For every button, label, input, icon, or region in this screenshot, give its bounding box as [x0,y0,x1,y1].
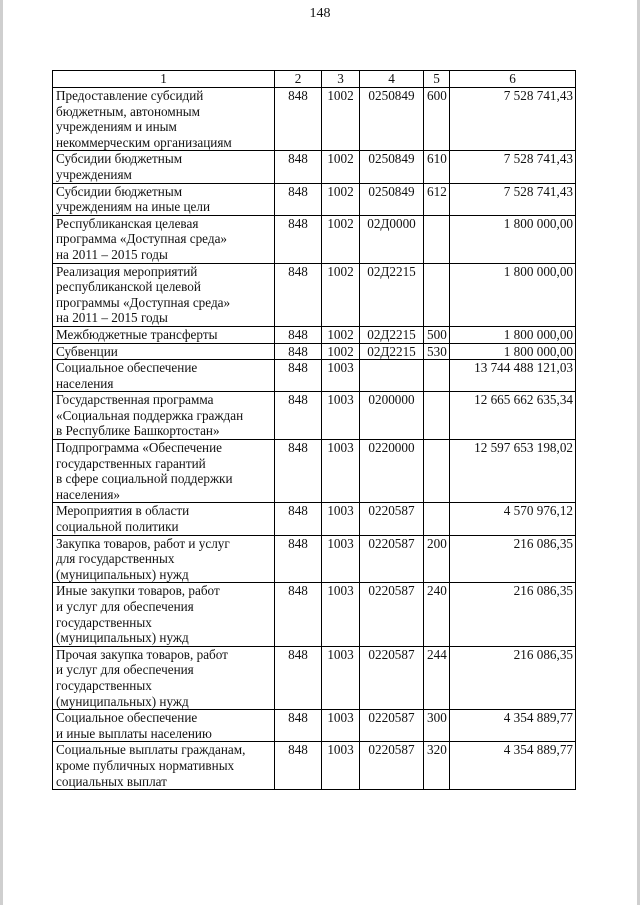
expense-kind-cell: 600 [424,88,450,151]
table-row [53,503,576,535]
grbs-code-cell: 848 [275,440,322,503]
expense-kind-cell [424,360,450,392]
section-code-cell: 1003 [322,646,360,709]
grbs-code-cell: 848 [275,326,322,343]
row-name-cell: Республиканская целевая программа «Доступная среда» на 2011 – 2015 годы [53,215,275,263]
grbs-code-cell: 848 [275,535,322,583]
row-name-cell: Подпрограмма «Обеспечение государственных гарантий в сфере социальной поддержки населения» [53,440,275,503]
grbs-code-cell: 848 [275,742,322,790]
table-row [53,183,576,215]
section-code-cell: 1003 [322,360,360,392]
table-row [53,326,576,343]
expense-kind-cell: 530 [424,343,450,360]
table-row [53,646,576,709]
grbs-code-cell: 848 [275,183,322,215]
target-article-cell: 0250849 [360,183,424,215]
target-article-cell: 0220587 [360,646,424,709]
column-header: 4 [360,71,424,88]
row-name-cell: Предоставление субсидий бюджетным, автономным учреждениям и иным некоммерческим организациям [53,88,275,151]
expense-kind-cell: 320 [424,742,450,790]
grbs-code-cell: 848 [275,583,322,646]
table-row [53,263,576,326]
section-code-cell: 1002 [322,343,360,360]
expense-kind-cell: 610 [424,151,450,183]
expense-kind-cell: 300 [424,710,450,742]
section-code-cell: 1003 [322,535,360,583]
table-row [53,440,576,503]
page-number: 148 [309,6,331,21]
section-code-cell: 1002 [322,151,360,183]
budget-table [52,70,576,790]
section-code-cell: 1002 [322,263,360,326]
amount-cell: 12 665 662 635,34 [450,392,576,440]
row-name-cell: Государственная программа «Социальная поддержка граждан в Республике Башкортостан» [53,392,275,440]
amount-cell: 1 800 000,00 [450,343,576,360]
section-code-cell: 1002 [322,183,360,215]
table-row [53,360,576,392]
target-article-cell: 0250849 [360,88,424,151]
amount-cell: 12 597 653 198,02 [450,440,576,503]
scan-edge-left [0,0,3,905]
amount-cell: 4 354 889,77 [450,742,576,790]
column-header: 1 [53,71,275,88]
grbs-code-cell: 848 [275,151,322,183]
table-row [53,392,576,440]
grbs-code-cell: 848 [275,392,322,440]
amount-cell: 4 570 976,12 [450,503,576,535]
row-name-cell: Прочая закупка товаров, работ и услуг для обеспечения государственных (муниципальных) нужд [53,646,275,709]
expense-kind-cell: 200 [424,535,450,583]
target-article-cell: 0250849 [360,151,424,183]
section-code-cell: 1003 [322,742,360,790]
section-code-cell: 1002 [322,215,360,263]
target-article-cell: 02Д0000 [360,215,424,263]
amount-cell: 1 800 000,00 [450,326,576,343]
grbs-code-cell: 848 [275,646,322,709]
section-code-cell: 1003 [322,392,360,440]
expense-kind-cell [424,392,450,440]
row-name-cell: Субсидии бюджетным учреждениям на иные цели [53,183,275,215]
row-name-cell: Социальное обеспечение и иные выплаты населению [53,710,275,742]
section-code-cell: 1003 [322,440,360,503]
header-row [53,71,576,88]
target-article-cell: 02Д2215 [360,263,424,326]
table-row [53,742,576,790]
column-header: 2 [275,71,322,88]
section-code-cell: 1002 [322,326,360,343]
amount-cell: 4 354 889,77 [450,710,576,742]
target-article-cell: 02Д2215 [360,326,424,343]
row-name-cell: Субвенции [53,343,275,360]
table-row [53,583,576,646]
expense-kind-cell [424,215,450,263]
section-code-cell: 1003 [322,583,360,646]
target-article-cell: 0220587 [360,583,424,646]
section-code-cell: 1003 [322,503,360,535]
section-code-cell: 1002 [322,88,360,151]
column-header: 3 [322,71,360,88]
expense-kind-cell [424,503,450,535]
target-article-cell: 02Д2215 [360,343,424,360]
grbs-code-cell: 848 [275,343,322,360]
expense-kind-cell: 244 [424,646,450,709]
column-header: 5 [424,71,450,88]
row-name-cell: Субсидии бюджетным учреждениям [53,151,275,183]
row-name-cell: Социальное обеспечение населения [53,360,275,392]
table-row [53,151,576,183]
expense-kind-cell: 612 [424,183,450,215]
expense-kind-cell: 240 [424,583,450,646]
row-name-cell: Иные закупки товаров, работ и услуг для обеспечения государственных (муниципальных) нужд [53,583,275,646]
column-header: 6 [450,71,576,88]
row-name-cell: Мероприятия в области социальной политики [53,503,275,535]
amount-cell: 1 800 000,00 [450,263,576,326]
target-article-cell: 0200000 [360,392,424,440]
grbs-code-cell: 848 [275,503,322,535]
grbs-code-cell: 848 [275,360,322,392]
amount-cell: 216 086,35 [450,646,576,709]
target-article-cell: 0220000 [360,440,424,503]
amount-cell: 216 086,35 [450,583,576,646]
table-row [53,343,576,360]
table-row [53,88,576,151]
grbs-code-cell: 848 [275,215,322,263]
amount-cell: 1 800 000,00 [450,215,576,263]
table-row [53,710,576,742]
expense-kind-cell: 500 [424,326,450,343]
row-name-cell: Межбюджетные трансферты [53,326,275,343]
amount-cell: 7 528 741,43 [450,88,576,151]
grbs-code-cell: 848 [275,88,322,151]
target-article-cell: 0220587 [360,535,424,583]
expense-kind-cell [424,263,450,326]
table-row [53,215,576,263]
target-article-cell: 0220587 [360,503,424,535]
section-code-cell: 1003 [322,710,360,742]
target-article-cell [360,360,424,392]
target-article-cell: 0220587 [360,710,424,742]
expense-kind-cell [424,440,450,503]
row-name-cell: Закупка товаров, работ и услуг для государственных (муниципальных) нужд [53,535,275,583]
row-name-cell: Реализация мероприятий республиканской целевой программы «Доступная среда» на 2011 – 2015 годы [53,263,275,326]
table-row [53,535,576,583]
amount-cell: 7 528 741,43 [450,183,576,215]
grbs-code-cell: 848 [275,263,322,326]
amount-cell: 13 744 488 121,03 [450,360,576,392]
amount-cell: 216 086,35 [450,535,576,583]
target-article-cell: 0220587 [360,742,424,790]
row-name-cell: Социальные выплаты гражданам, кроме публичных нормативных социальных выплат [53,742,275,790]
amount-cell: 7 528 741,43 [450,151,576,183]
grbs-code-cell: 848 [275,710,322,742]
